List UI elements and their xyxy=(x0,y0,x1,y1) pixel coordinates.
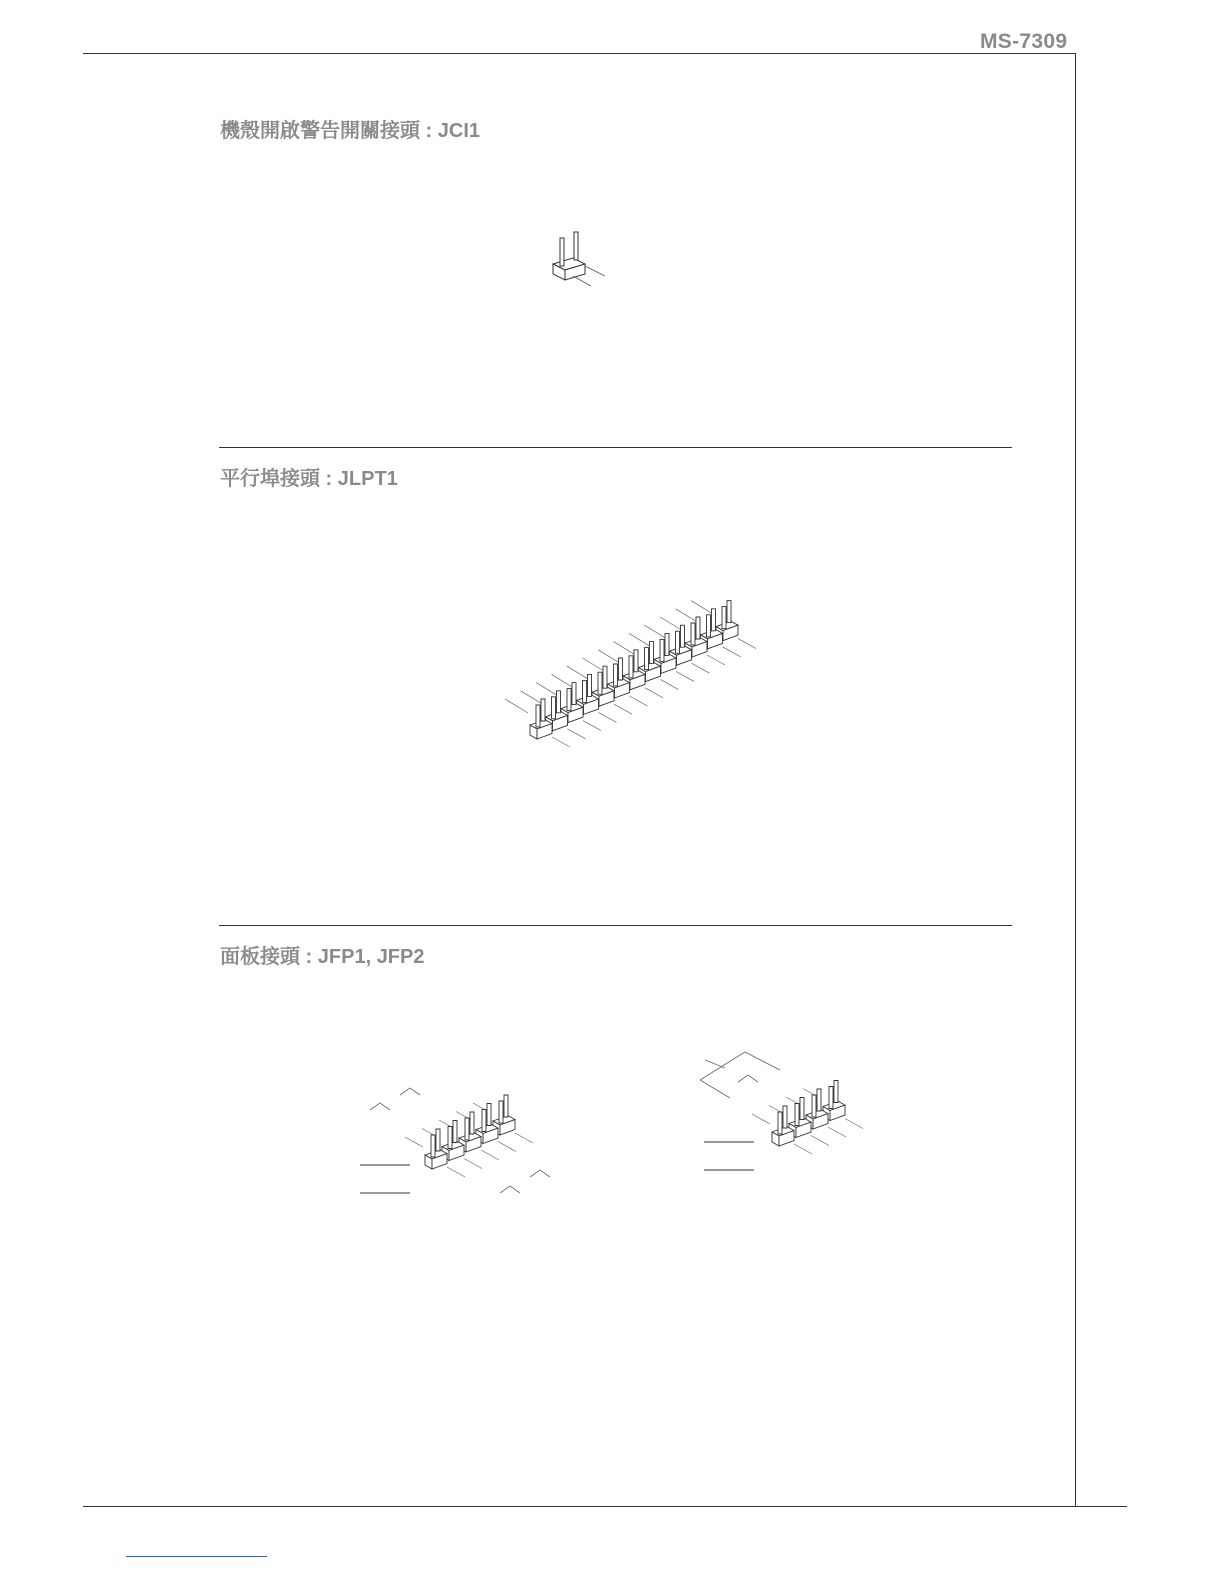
speaker-symbol xyxy=(700,1052,780,1080)
pin-leader-line xyxy=(552,737,570,747)
pin-leader-line xyxy=(723,647,741,657)
pin-leader-line xyxy=(692,663,710,673)
pin-leader-line xyxy=(794,1144,812,1154)
top-rule xyxy=(83,53,1076,54)
pin-leader-line xyxy=(447,1167,465,1177)
pin-leader-line xyxy=(676,671,694,681)
pin-leader-line xyxy=(630,696,648,706)
pin-leader-line xyxy=(828,1127,846,1137)
pin-leader-line xyxy=(568,729,586,739)
pin-leader-line xyxy=(599,712,617,722)
pin-leader-line xyxy=(614,642,637,656)
jlpt1-connector-diagram xyxy=(495,605,775,785)
pin-leader-line xyxy=(645,625,668,639)
pin-leader-line xyxy=(481,1150,499,1160)
section-title-jci1: 機殼開啟警告開關接頭 : JCI1 xyxy=(220,120,481,142)
pin-leader-line xyxy=(614,704,632,714)
pin-leader-line xyxy=(661,680,679,690)
switch-symbol xyxy=(370,1103,390,1110)
footer-link-underline[interactable] xyxy=(126,1556,267,1557)
speaker-symbol xyxy=(738,1075,758,1082)
bottom-rule xyxy=(83,1506,1127,1507)
pin-leader-line xyxy=(752,1114,770,1124)
jfp1-connector-diagram xyxy=(355,1075,565,1205)
switch-symbol xyxy=(400,1088,420,1095)
speaker-symbol xyxy=(705,1060,725,1068)
pin-leader-line xyxy=(498,1142,516,1152)
pin-leader-line xyxy=(567,666,590,680)
pin-leader-line xyxy=(738,639,756,649)
pin-leader-line xyxy=(676,609,699,623)
pin-leader-line xyxy=(521,691,544,705)
pin-leader-line xyxy=(660,617,683,631)
section-title-jlpt1: 平行埠接頭 : JLPT1 xyxy=(220,468,398,490)
pin-leader-line xyxy=(598,650,621,664)
pin-leader-line xyxy=(536,683,559,697)
pin-leader-line xyxy=(583,658,606,672)
section-divider-2 xyxy=(219,925,1012,926)
pin-leader-line xyxy=(405,1137,423,1147)
section-divider-1 xyxy=(219,447,1012,448)
switch-symbol xyxy=(530,1170,550,1177)
speaker-symbol xyxy=(700,1080,730,1098)
pin-leader-line xyxy=(583,721,601,731)
pin-leader-line xyxy=(515,1133,533,1143)
right-margin-rule xyxy=(1075,53,1076,1506)
pin-leader-line xyxy=(552,674,575,688)
pin-leader-line xyxy=(707,655,725,665)
pin-leader-line xyxy=(811,1136,829,1146)
section-title-jfp: 面板接頭 : JFP1, JFP2 xyxy=(220,946,425,968)
pin-leader-line xyxy=(505,699,528,713)
pin-leader-line xyxy=(464,1159,482,1169)
pin-leader-line xyxy=(645,688,663,698)
pin-leader-line xyxy=(629,633,652,647)
switch-symbol xyxy=(500,1186,520,1193)
pin-leader-line xyxy=(845,1119,863,1129)
pin-leader-line xyxy=(691,601,714,615)
jfp2-connector-diagram xyxy=(690,1040,870,1180)
jci1-connector-diagram xyxy=(545,228,615,298)
model-number: MS-7309 xyxy=(980,30,1068,53)
